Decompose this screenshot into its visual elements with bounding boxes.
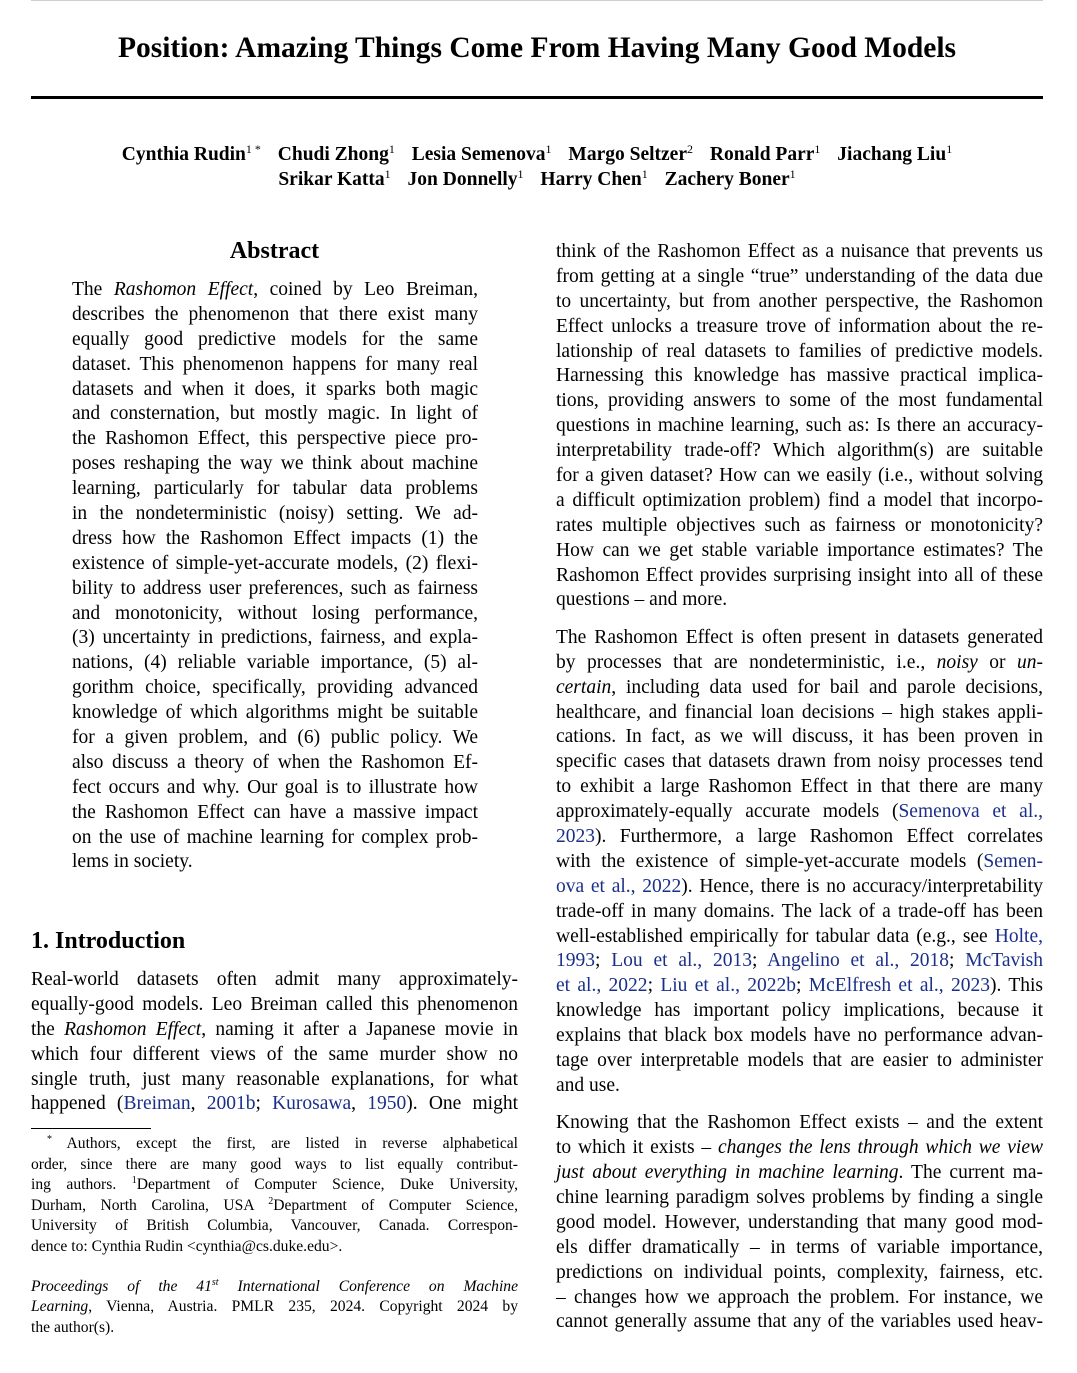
footnote <box>31 1134 518 1338</box>
paragraph-1-line: Harnessing this knowledge has massive practical implica- <box>556 365 1043 387</box>
introduction-line: Real-world datasets often admit many approximately- <box>31 969 518 990</box>
author: Chudi Zhong$^1$ <box>277 142 395 165</box>
author: Jiachang Liu$^1$ <box>837 142 953 165</box>
introduction-body <box>31 968 518 1117</box>
paragraph-2 <box>556 626 1043 1099</box>
paragraph-1-line: questions in machine learning, such as: Is there an accuracy- <box>556 415 1043 437</box>
paragraph-3-line: els differ dramatically – in terms of variable importance, <box>556 1236 1043 1258</box>
paragraph-2-line: and use. <box>556 1074 620 1096</box>
paragraph-1-line: Effect unlocks a treasure trove of information about the re- <box>556 315 1043 337</box>
author-row-1 <box>31 142 1043 167</box>
paragraph-2-line: et al., 2022; Liu et al., 2022b; McElfresh et al., 2023). This <box>556 975 1044 997</box>
paragraph-2-line: ova et al., 2022). Hence, there is no accuracy/interpretability <box>556 875 1043 897</box>
top-rule <box>31 0 1043 1</box>
abstract-line: dress how the Rashomon Effect impacts (1) the <box>72 527 478 549</box>
footnote-rule <box>31 1128 151 1129</box>
abstract-line: equally good predictive models for the same <box>72 328 478 350</box>
abstract-line: dataset. This phenomenon happens for many real <box>72 353 478 375</box>
abstract-line: bility to address user preferences, such as fairness <box>72 577 478 599</box>
footnote-line: * Authors, except the first, are listed in reverse alphabetical <box>47 1134 518 1152</box>
author: Srikar Katta$^1$ <box>278 167 391 190</box>
footnote-spacer <box>31 1258 518 1277</box>
abstract-line: for a given problem, and (6) public policy. We <box>72 727 478 749</box>
abstract-line: and monotonicity, without losing performance, <box>72 602 478 624</box>
abstract-line: (3) uncertainty in predictions, fairness, and expla- <box>72 627 478 649</box>
section-heading-introduction: 1. Introduction <box>31 928 186 954</box>
abstract-line: and consternation, but mostly magic. In light of <box>72 403 478 425</box>
abstract-line: on the use of machine learning for complex prob- <box>72 826 478 848</box>
paragraph-2-line: 1993; Lou et al., 2013; Angelino et al., 2018; McTavish <box>556 950 1043 972</box>
paragraph-3 <box>556 1111 1043 1335</box>
abstract-line: The Rashomon Effect, coined by Leo Breiman, <box>72 279 478 300</box>
paragraph-3-line: Knowing that the Rashomon Effect exists – and the extent <box>556 1112 1043 1134</box>
paragraph-1-line: rates multiple objectives such as fairness or monotonicity? <box>556 514 1043 536</box>
paragraph-2-line: explains that black box models have no performance advan- <box>556 1025 1043 1047</box>
author: Lesia Semenova$^1$ <box>411 142 552 165</box>
paragraph-1 <box>556 240 1043 613</box>
abstract-line: knowledge of which algorithms might be suitable <box>72 702 478 724</box>
abstract-line: nations, (4) reliable variable importance, (5) al- <box>72 652 478 674</box>
abstract-line: the Rashomon Effect, this perspective piece pro- <box>72 428 478 450</box>
proceedings-line: Learning, Vienna, Austria. PMLR 235, 2024. Copyright 2024 by <box>31 1298 518 1316</box>
abstract-line: describes the phenomenon that there exist many <box>72 303 478 325</box>
footnote-line: dence to: Cynthia Rudin <cynthia@cs.duke.edu>. <box>31 1237 343 1255</box>
title-rule <box>31 96 1043 99</box>
paragraph-3-line: to which it exists – changes the lens through which we view <box>556 1137 1044 1159</box>
introduction-line: single truth, just many reasonable explanations, for what <box>31 1068 518 1090</box>
paragraph-3-line: – changes how we approach the problem. For instance, we <box>556 1286 1043 1308</box>
paragraph-2-line: approximately-equally accurate models (Semenova et al., <box>556 801 1043 823</box>
paragraph-3-line: chine learning paradigm solves problems by finding a single <box>556 1186 1043 1208</box>
author: Jon Donnelly$^1$ <box>407 167 524 190</box>
paragraph-1-line: questions – and more. <box>556 589 728 611</box>
author-list <box>31 142 1043 192</box>
paragraph-gap <box>556 1099 1043 1112</box>
paragraph-3-line: cannot generally assume that any of the variables used heav- <box>556 1311 1043 1333</box>
paragraph-2-line: to exhibit a large Rashomon Effect in that there are many <box>556 776 1043 798</box>
paragraph-1-line: from getting at a single “true” understanding of the data due <box>556 265 1043 287</box>
abstract-line: also discuss a theory of when the Rashomon Ef- <box>72 751 478 773</box>
paragraph-gap <box>556 613 1043 626</box>
paragraph-2-line: 2023). Furthermore, a large Rashomon Effect correlates <box>556 825 1043 847</box>
paragraph-2-line: trade-off in many domains. The lack of a trade-off has been <box>556 900 1043 922</box>
abstract-line: poses reshaping the way we think about machine <box>72 453 478 475</box>
paragraph-1-line: interpretability trade-off? Which algorithm(s) are suitable <box>556 440 1043 462</box>
paragraph-2-line: with the existence of simple-yet-accurate models (Semen- <box>556 850 1043 872</box>
paragraph-3-line: predictions on individual points, complexity, fairness, etc. <box>556 1261 1043 1283</box>
paragraph-2-line: healthcare, and financial loan decisions – high stakes appli- <box>556 701 1043 723</box>
author: Margo Seltzer$^2$ <box>568 142 693 165</box>
introduction-line: equally-good models. Leo Breiman called this phenomenon <box>31 993 518 1015</box>
abstract-line: lems in society. <box>72 851 193 873</box>
paragraph-1-line: to uncertainty, but from another perspective, the Rashomon <box>556 290 1043 312</box>
introduction-line: happened (Breiman, 2001b; Kurosawa, 1950). One might <box>31 1093 519 1115</box>
abstract-line: the Rashomon Effect can have a massive impact <box>72 801 478 823</box>
abstract-line: gorithm choice, specifically, providing advanced <box>72 677 478 699</box>
author: Harry Chen$^1$ <box>540 167 648 190</box>
author: Ronald Parr$^1$ <box>709 142 821 165</box>
paper-title: Position: Amazing Things Come From Having Many Good Models <box>117 32 957 64</box>
author: Cynthia Rudin$^{1 *}$ <box>121 142 261 165</box>
footnote-line: Durham, North Carolina, USA $^2$Department of Computer Science, <box>31 1195 518 1214</box>
abstract-line: datasets and when it does, it sparks both magic <box>72 378 478 400</box>
paragraph-2-line: well-established empirically for tabular data (e.g., see Holte, <box>556 925 1043 947</box>
author: Zachery Boner$^1$ <box>664 167 796 190</box>
abstract-line: fect occurs and why. Our goal is to illustrate how <box>72 776 478 798</box>
paragraph-2-line: The Rashomon Effect is often present in datasets generated <box>556 626 1043 648</box>
abstract-heading: Abstract <box>229 238 320 264</box>
paragraph-2-line: tage over interpretable models that are easier to administer <box>556 1050 1043 1071</box>
paragraph-3-line: just about everything in machine learning. The current ma- <box>556 1162 1043 1184</box>
footnote-line: order, since there are many good ways to list equally contribut- <box>31 1155 518 1173</box>
paragraph-3-line: good model. However, understanding that many good mod- <box>556 1211 1043 1233</box>
paragraph-1-line: How can we get stable variable importance estimates? The <box>556 539 1043 561</box>
footnote-line: ing authors. $^1$Department of Computer Science, Duke University, <box>31 1175 518 1194</box>
paragraph-1-line: Rashomon Effect provides surprising insight into all of these <box>556 564 1043 586</box>
paragraph-1-line: lationship of real datasets to families of predictive models. <box>556 340 1043 362</box>
paragraph-1-line: for a given dataset? How can we easily (i.e., without solving <box>556 465 1043 487</box>
introduction-line: which four different views of the same murder show no <box>31 1043 518 1065</box>
footnote-line: University of British Columbia, Vancouver, Canada. Correspon- <box>31 1217 518 1235</box>
abstract-body <box>72 278 478 875</box>
paragraph-1-line: think of the Rashomon Effect as a nuisance that prevents us <box>556 241 1043 262</box>
right-column <box>556 240 1043 1335</box>
proceedings-line: the author(s). <box>31 1318 115 1336</box>
author-row-2 <box>31 167 1043 192</box>
paragraph-2-line: by processes that are nondeterministic, i.e., noisy or un- <box>556 651 1043 673</box>
paragraph-2-line: certain, including data used for bail and parole decisions, <box>556 676 1043 698</box>
abstract-line: learning, particularly for tabular data problems <box>72 478 478 500</box>
paragraph-2-line: specific cases that datasets drawn from noisy processes tend <box>556 751 1043 773</box>
abstract-line: existence of simple-yet-accurate models, (2) flexi- <box>72 552 478 574</box>
paragraph-1-line: tions, providing answers to some of the most fundamental <box>556 390 1043 412</box>
introduction-line: the Rashomon Effect, naming it after a Japanese movie in <box>31 1018 518 1040</box>
paragraph-1-line: a difficult optimization problem) find a model that incorpo- <box>556 489 1043 511</box>
proceedings-line: Proceedings of the 41st International Conference on Machine <box>31 1276 518 1295</box>
paragraph-2-line: knowledge has important policy implications, because it <box>556 1000 1043 1022</box>
paragraph-2-line: cations. In fact, as we will discuss, it has been proven in <box>556 726 1043 748</box>
abstract-line: in the nondeterministic (noisy) setting. We ad- <box>72 503 478 525</box>
